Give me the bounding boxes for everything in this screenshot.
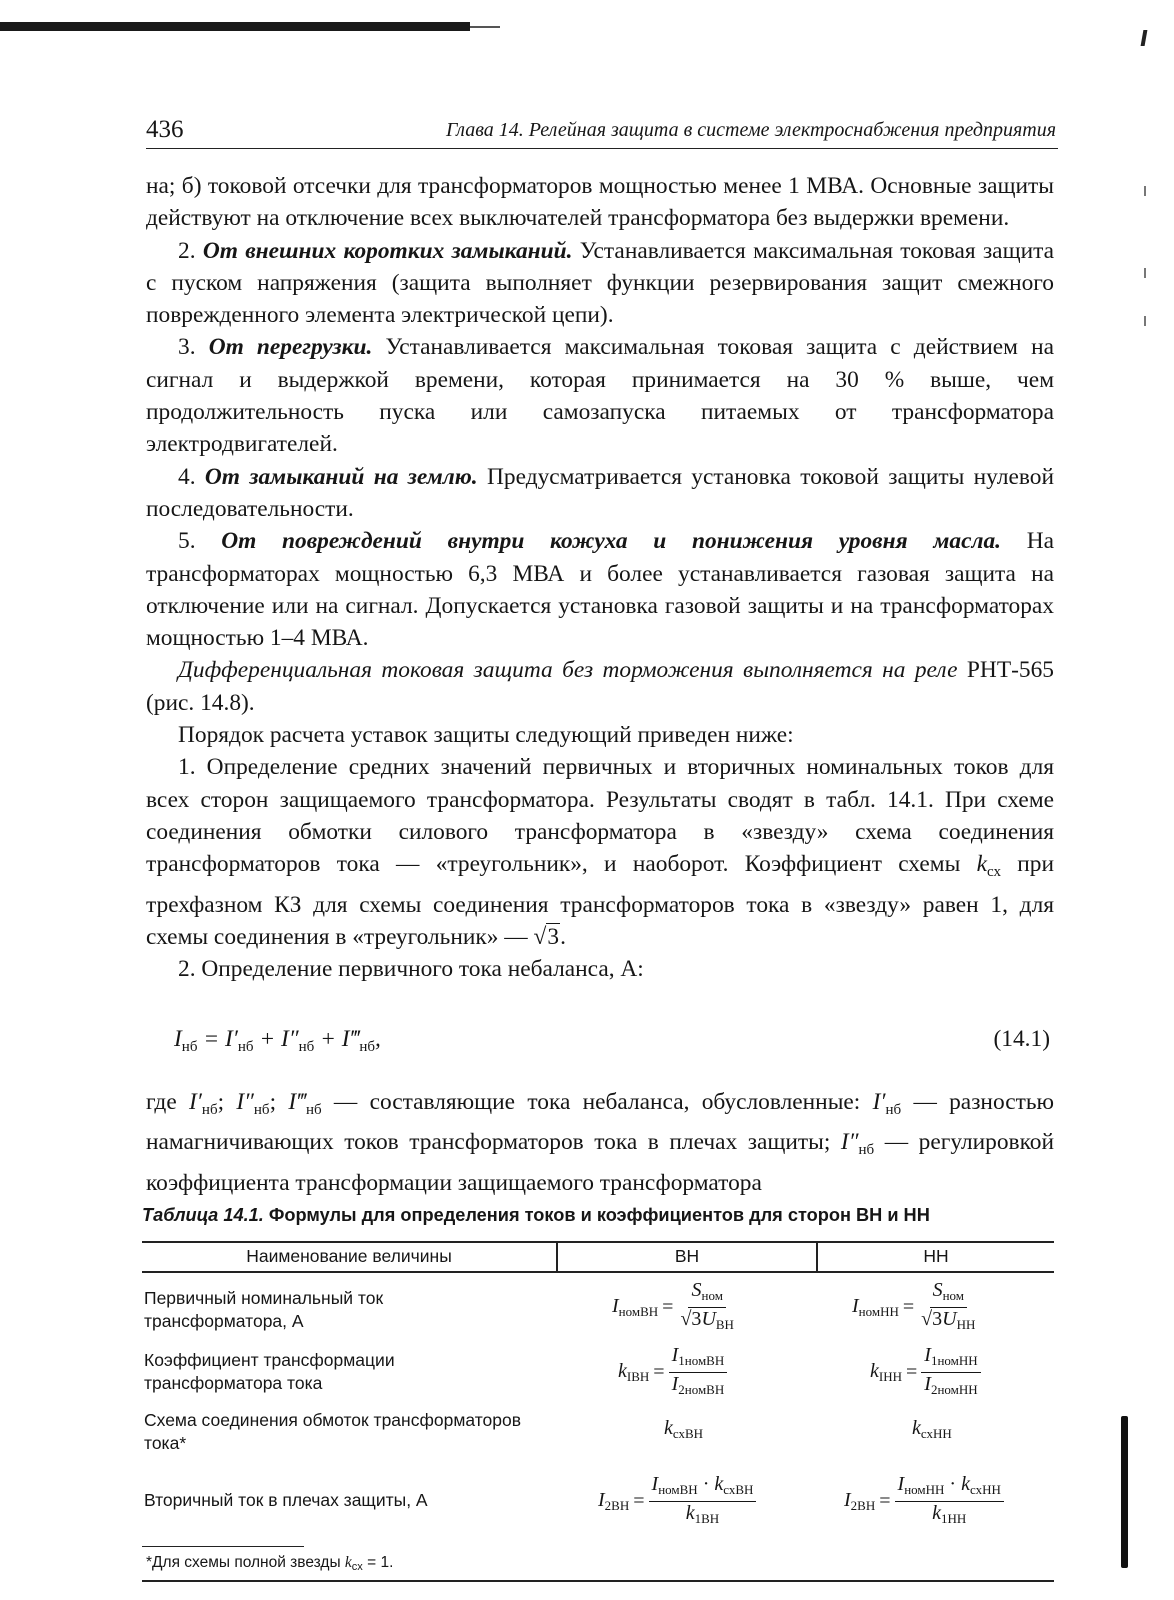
formula-number: (14.1) bbox=[993, 1026, 1050, 1052]
item-title: От повреждений внутри кожуха и понижения уровня масла. bbox=[221, 528, 1002, 555]
list-item: 4. От замыканий на землю. Предусматривается установка токовой защиты нулевой последовательности. bbox=[146, 463, 1054, 522]
scan-edge-mark bbox=[1144, 186, 1146, 196]
table-row-label: Схема соединения обмоток трансформаторов тока* bbox=[144, 1410, 522, 1453]
formula-explanation: где $I'_{нб}$; $I''_{нб}$; $I‴_{нб}$ — составляющие тока небаланса, обусловленные: $I'_{нб}$ — разностью намагничивающих токов трансформаторов тока в плечах защиты; $I''_{нб}$ — регулировкой коэффициента трансформации защищаемого трансформатора bbox=[146, 1089, 1054, 1196]
body-text bbox=[146, 170, 1054, 985]
formula-cell: $k_{схВН}$ bbox=[664, 1417, 704, 1441]
formula-expression: $I_{нб} = I'_{нб} + I''_{нб}$ + $I‴_{нб}$, bbox=[174, 1026, 381, 1055]
formula-cell: $k_{IВН}$ = $\frac{I_{1номВН}}{I_{2номВН}}$ bbox=[618, 1344, 727, 1401]
page-header bbox=[146, 116, 1058, 149]
formula-cell: $I_{2ВН}$ = $\frac{I_{номНН} \cdot k_{схНН}}{k_{1НН}}$ bbox=[844, 1473, 1004, 1530]
list-item: 2. От внешних коротких замыканий. Устанавливается максимальная токовая защита с пуском напряжения (защита выполняет функции резервирования защит смежного поврежденного элемента электрической цепи). bbox=[146, 237, 1054, 329]
table-rule bbox=[142, 1241, 1054, 1243]
scan-edge-mark bbox=[1144, 268, 1146, 278]
formula-cell: $I_{номВН}$ = $\frac{S_{ном}}{√3U_{ВН}}$ bbox=[612, 1279, 734, 1332]
item-title: От внешних коротких замыканий. bbox=[202, 237, 573, 264]
footnote-rule bbox=[142, 1546, 304, 1547]
paragraph: на; б) токовой отсечки для трансформаторов мощностью менее 1 МВА. Основные защиты действуют на отключение всех выключателей трансформатора без выдержки времени. bbox=[146, 173, 1054, 232]
page-number: 436 bbox=[146, 116, 184, 143]
scan-edge-artifact bbox=[0, 22, 470, 31]
item-title: От перегрузки. bbox=[208, 334, 373, 361]
table-row-label: Первичный номинальный ток трансформатора, А bbox=[144, 1288, 384, 1331]
table-caption: Таблица 14.1. Формулы для определения токов и коэффициентов для сторон ВН и НН bbox=[142, 1205, 930, 1225]
column-header: Наименование величины bbox=[246, 1246, 452, 1266]
column-header: НН bbox=[923, 1246, 949, 1266]
paragraph: Порядок расчета уставок защиты следующий приведен ниже: bbox=[178, 722, 794, 749]
scan-edge-mark bbox=[1144, 316, 1146, 326]
item-title: От замыканий на землю. bbox=[204, 463, 478, 490]
scan-corner-mark bbox=[1141, 30, 1148, 46]
formula-cell: $I_{2ВН}$ = $\frac{I_{номВН} \cdot k_{схВН}}{k_{1ВН}}$ bbox=[598, 1473, 756, 1530]
list-item: 5. От повреждений внутри кожуха и понижения уровня масла. На трансформаторах мощностью 6,3 МВА и более устанавливается газовая защита на отключение или на сигнал. Допускается установка газовой защиты и на трансформаторах мощностью 1–4 МВА. bbox=[146, 528, 1054, 652]
table-row-label: Вторичный ток в плечах защиты, А bbox=[144, 1490, 428, 1510]
list-item: 3. От перегрузки. Устанавливается максимальная токовая защита с действием на сигнал и выдержкой времени, которая принимается на 30 % выше, чем продолжительность пуска или самозапуска питаемых от трансформатора электродвигателей. bbox=[146, 334, 1054, 458]
paragraph: 1. Определение средних значений первичных и вторичных номинальных токов для всех сторон защищаемого трансформатора. Результаты сводят в табл. 14.1. При схеме соединения обмотки силового трансформатора в «звезду» схема соединения трансформаторов тока — «треугольник», и наоборот. Коэффициент схемы $k_{сх}$ при трехфазном КЗ для схемы соединения трансформаторов тока в «звезду» равен 1, для схемы соединения в «треугольник» — √3. bbox=[146, 754, 1054, 950]
scan-binding-shadow bbox=[1121, 1416, 1128, 1568]
column-header: ВН bbox=[674, 1246, 700, 1266]
paragraph: 2. Определение первичного тока небаланса, А: bbox=[178, 956, 644, 983]
scan-edge-artifact bbox=[470, 26, 500, 28]
paragraph: Дифференциальная токовая защита без торможения выполняется на реле РНТ-565 (рис. 14.8). bbox=[146, 657, 1054, 716]
formula-cell: $k_{IНН}$ = $\frac{I_{1номНН}}{I_{2номНН}}$ bbox=[870, 1344, 981, 1401]
table-footnote: *Для схемы полной звезды kсх = 1. bbox=[146, 1554, 394, 1573]
formula-cell: $k_{схНН}$ bbox=[912, 1417, 952, 1441]
formula-14-1 bbox=[146, 1026, 1054, 1060]
table-rule bbox=[142, 1271, 1054, 1273]
running-title: Глава 14. Релейная защита в системе электроснабжения предприятия bbox=[445, 119, 1056, 141]
formula-cell: $I_{номНН}$ = $\frac{S_{ном}}{√3U_{НН}}$ bbox=[852, 1279, 976, 1332]
table-row-label: Коэффициент трансформации трансформатора тока bbox=[144, 1350, 395, 1393]
table-rule bbox=[142, 1580, 1054, 1582]
